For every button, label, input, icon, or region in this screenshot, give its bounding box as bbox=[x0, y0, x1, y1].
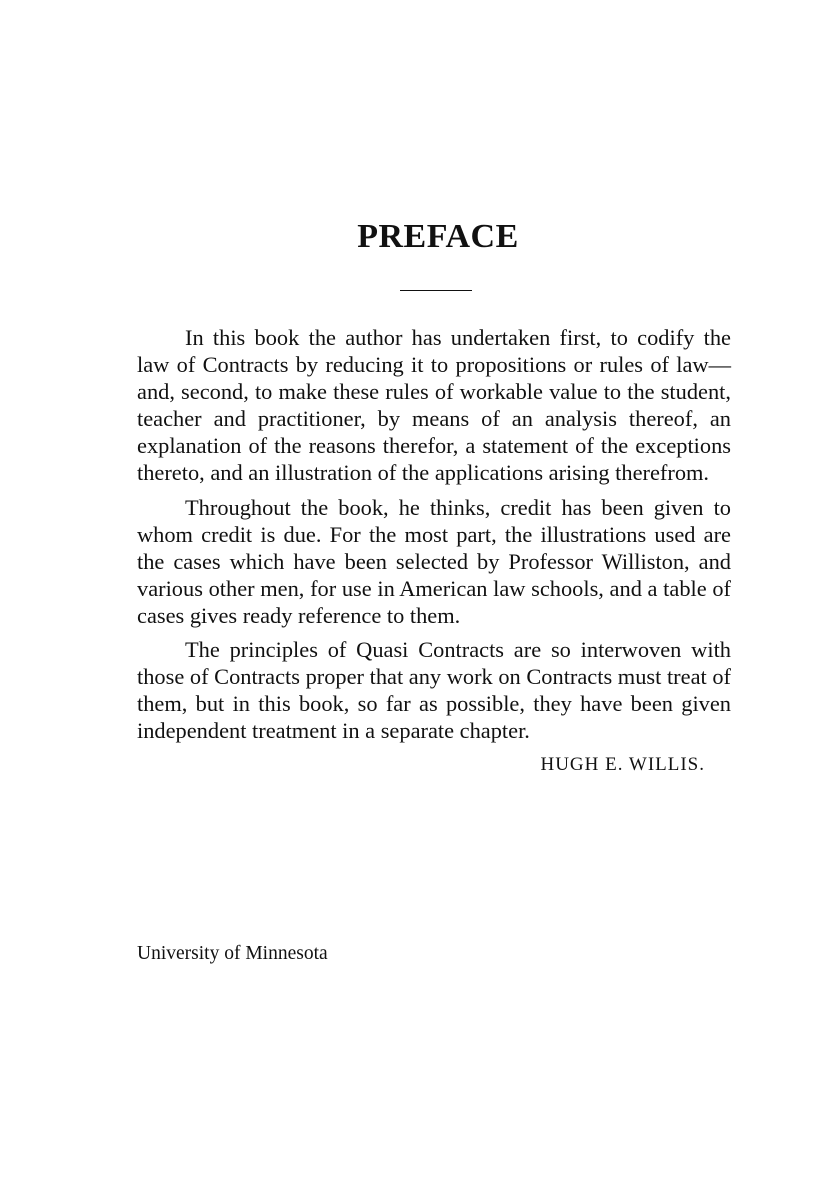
paragraph-1: In this book the author has undertaken first, to codify the law of Contracts by reducing it to propositions or rules of law—and, second, to make these rules of workable value to the student, teacher and practitioner, by means of an analysis thereof, an explanation of the reasons therefor, a statement of the exceptions thereto, and an illustration of the applications arising therefrom. bbox=[137, 325, 731, 486]
paragraph-2: Throughout the book, he thinks, credit has been given to whom credit is due. For the most part, the illustrations used are the cases which have been selected by Professor Williston, and various other men, for use in American law schools, and a table of cases gives ready reference to them. bbox=[137, 494, 731, 628]
author-affiliation: University of Minnesota bbox=[137, 943, 328, 964]
preface-body bbox=[137, 324, 731, 779]
paragraph-3: The principles of Quasi Contracts are so interwoven with those of Contracts proper that any work on Contracts must treat of them, but in this book, so far as possible, they have been given independent treatment in a separate chapter. bbox=[137, 637, 731, 744]
author-signature: HUGH E. WILLIS. bbox=[540, 754, 705, 776]
title-divider bbox=[400, 290, 472, 291]
page-title: PREFACE bbox=[357, 218, 519, 255]
